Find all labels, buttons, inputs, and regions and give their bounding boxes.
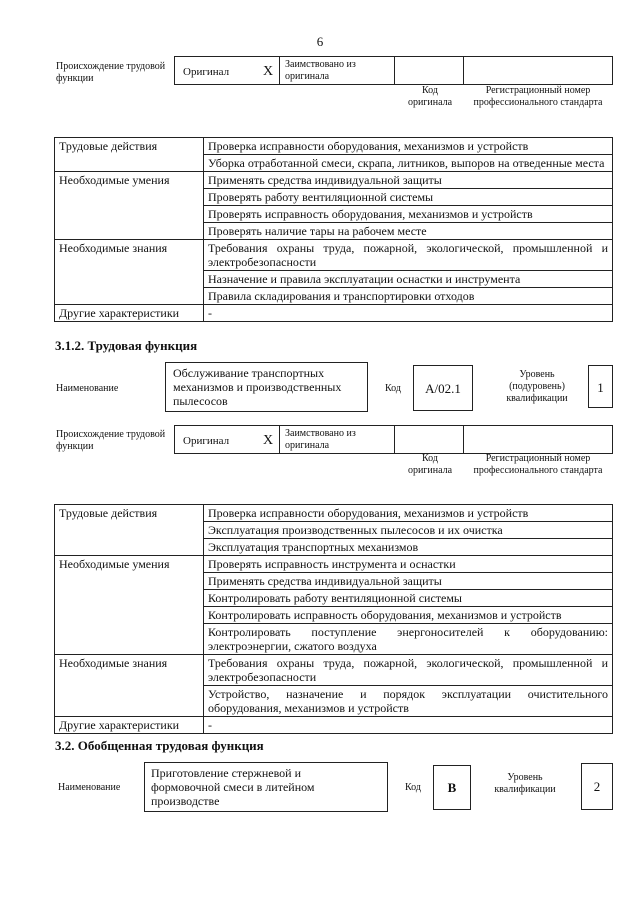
section-heading-3-2: 3.2. Обобщенная трудовая функция: [55, 738, 264, 753]
actions-label: Трудовые действия: [55, 505, 204, 556]
skill-item: Проверять наличие тары на рабочем месте: [204, 223, 613, 240]
level-label: Уровень (подуровень) квалификации: [506, 369, 568, 404]
code-value: A/02.1: [425, 381, 461, 396]
skill-item: Контролировать работу вентиляционной системы: [204, 590, 613, 607]
knowledge-label: Необходимые знания: [55, 655, 204, 717]
skills-label: Необходимые умения: [55, 172, 204, 240]
knowledge-item: Требования охраны труда, пожарной, экологической, промышленной и электробезопасности: [204, 240, 613, 271]
origin-original-text: Оригинал: [183, 66, 230, 78]
origin-code-label: Код оригинала: [407, 85, 453, 108]
origin-original-text: Оригинал: [183, 435, 230, 447]
knowledge-label: Необходимые знания: [55, 240, 204, 305]
action-item: Эксплуатация производственных пылесосов и их очистка: [204, 522, 613, 539]
skill-item: Контролировать исправность оборудования, механизмов и устройств: [204, 607, 613, 624]
origin-reg-cell: [463, 56, 613, 85]
skill-item: Контролировать поступление энергоносителей к оборудованию: электроэнергии, сжатого воздуха: [204, 624, 613, 655]
section-heading-3-1-2: 3.1.2. Трудовая функция: [55, 338, 198, 353]
code-label: Код: [385, 383, 401, 394]
actions-label: Трудовые действия: [55, 138, 204, 172]
generalized-function-name-cell: [144, 762, 388, 812]
origin-reg-label: Регистрационный номер профессионального стандарта: [473, 85, 603, 108]
action-item: Проверка исправности оборудования, механизмов и устройств: [204, 505, 613, 522]
code-cell: [433, 765, 471, 810]
skill-item: Применять средства индивидуальной защиты: [204, 573, 613, 590]
knowledge-item: Назначение и правила эксплуатации оснастки и инструмента: [204, 271, 613, 288]
origin-original-cell: [174, 56, 280, 85]
origin-original-cell: [174, 425, 280, 454]
other-label: Другие характеристики: [55, 717, 204, 734]
name-label: Наименование: [58, 782, 121, 793]
skill-item: Проверять исправность оборудования, механизмов и устройств: [204, 206, 613, 223]
other-value: -: [204, 305, 613, 322]
origin-borrowed-text: Заимствовано из оригинала: [285, 428, 356, 451]
knowledge-item: Устройство, назначение и порядок эксплуатации очистительного оборудования, механизмов и устройств: [204, 686, 613, 717]
labor-function-table-1: [54, 137, 613, 322]
action-item: Проверка исправности оборудования, механизмов и устройств: [204, 138, 613, 155]
skill-item: Применять средства индивидуальной защиты: [204, 172, 613, 189]
origin-borrowed-cell: [279, 425, 395, 454]
origin-code-cell: [394, 56, 464, 85]
origin-mark: X: [263, 433, 274, 448]
origin-mark: X: [263, 64, 274, 79]
function-name: Обслуживание транспортных механизмов и производственных пылесосов: [173, 366, 342, 408]
action-item: Эксплуатация транспортных механизмов: [204, 539, 613, 556]
other-value: -: [204, 717, 613, 734]
knowledge-item: Правила складирования и транспортировки отходов: [204, 288, 613, 305]
origin-label: Происхождение трудовой функции: [56, 429, 166, 452]
origin-reg-label: Регистрационный номер профессионального стандарта: [473, 453, 603, 476]
action-item: Уборка отработанной смеси, скрапа, литников, выпоров на отведенные места: [204, 155, 613, 172]
origin-reg-cell: [463, 425, 613, 454]
knowledge-item: Требования охраны труда, пожарной, экологической, промышленной и электробезопасности: [204, 655, 613, 686]
code-value: B: [447, 780, 457, 795]
name-label: Наименование: [56, 383, 119, 394]
page-number: 6: [316, 34, 324, 49]
skill-item: Проверять исправность инструмента и оснастки: [204, 556, 613, 573]
level-label: Уровень квалификации: [494, 772, 556, 795]
level-value: 2: [593, 779, 601, 794]
skill-item: Проверять работу вентиляционной системы: [204, 189, 613, 206]
other-label: Другие характеристики: [55, 305, 204, 322]
level-cell: [588, 365, 613, 408]
level-cell: [581, 763, 613, 810]
origin-borrowed-text: Заимствовано из оригинала: [285, 59, 356, 82]
code-cell: [413, 365, 473, 411]
origin-code-label: Код оригинала: [407, 453, 453, 476]
origin-borrowed-cell: [279, 56, 395, 85]
origin-code-cell: [394, 425, 464, 454]
level-value: 1: [597, 380, 604, 395]
code-label: Код: [405, 782, 421, 793]
generalized-function-name: Приготовление стержневой и формовочной смеси в литейном производстве: [151, 766, 315, 808]
function-name-cell: [165, 362, 368, 412]
labor-function-table-2: [54, 504, 613, 734]
skills-label: Необходимые умения: [55, 556, 204, 655]
origin-label: Происхождение трудовой функции: [56, 61, 166, 84]
